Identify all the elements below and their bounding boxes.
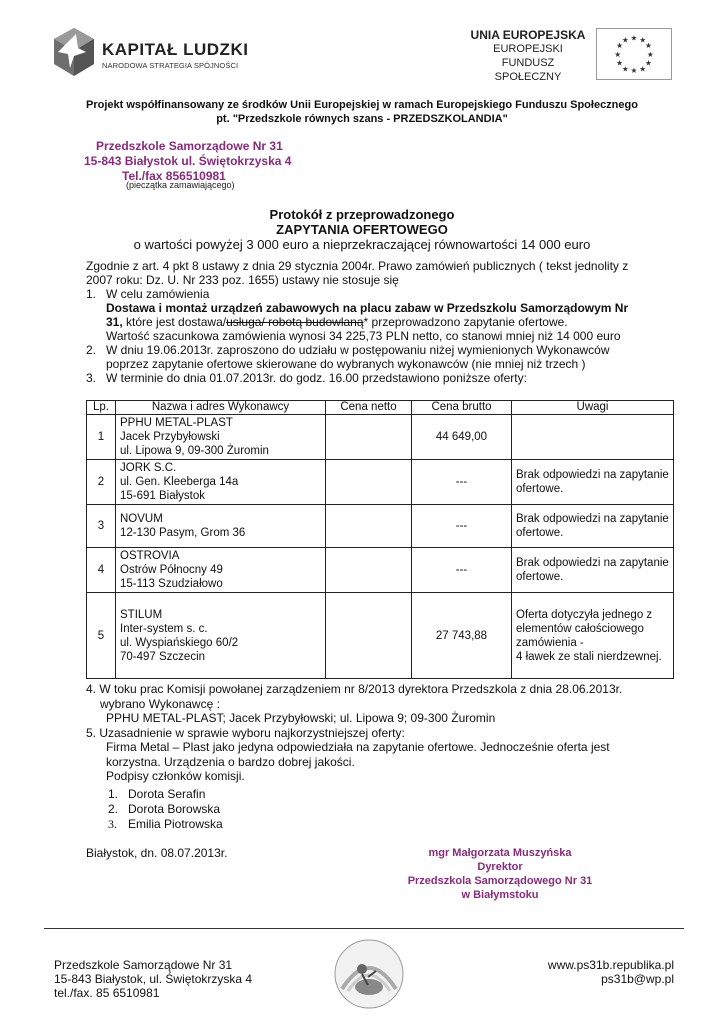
row-net-price [326,460,412,505]
item-3 [86,371,666,385]
project-line-2: pt. "Przedszkole równych szans - PRZEDSZKOLANDIA" [216,113,508,125]
document-title [60,207,664,252]
row-net-price [326,548,412,593]
row-contractor: JORK S.C. ul. Gen. Kleeberga 14a 15-691 Białystok [116,460,326,505]
committee-signers [108,787,223,832]
item-1-text: W celu zamówienia [106,287,210,301]
row-net-price [326,505,412,548]
header-notes: Uwagi [512,401,674,415]
eu-flag-icon [596,28,672,80]
row-gross-price: --- [412,460,512,505]
eu-line-1: UNIA EUROPEJSKA [470,28,586,42]
row-contractor: NOVUM 12-130 Pasym, Grom 36 [116,505,326,548]
row-notes: Brak odpowiedzi na zapytanie ofertowe. [512,505,674,548]
section-4-line-2: wybrano Wykonawcę : [100,696,220,711]
place-and-date: Białystok, dn. 08.07.2013r. [86,846,228,860]
item-1-number: 1. [86,287,97,301]
kapital-ludzki-logo [52,24,249,80]
svg-text:★: ★ [644,41,652,51]
stamp-line-2: 15-843 Białystok ul. Świętokrzyska 4 [84,154,292,168]
item-2 [86,343,666,357]
director-institution: Przedszkola Samorządowego Nr 31 [407,875,593,887]
footer-left-line-2: 15-843 Białystok, ul. Świętokrzyska 4 [54,972,253,986]
section-5-line-1: 5. Uzasadnienie w sprawie wyboru najkorzystniejszej oferty: [86,725,405,740]
row-gross-price: 27 743,88 [412,593,512,679]
item-2-number: 2. [86,343,97,357]
stamp-line-3: Tel./fax 856510981 [122,169,226,183]
row-net-price [326,415,412,460]
item-3-number: 3. [86,371,97,385]
item-2-line-2: poprzez zapytanie ofertowe skierowane do wybranych wykonawców (nie mniej niż trzech ) [106,357,586,371]
item-1-subject-line-2 [86,315,666,329]
kapital-ludzki-cube-icon [52,26,96,78]
row-lp: 1 [87,415,116,460]
eu-logo [468,28,672,83]
header-lp: Lp. [87,401,116,415]
row-lp: 2 [87,460,116,505]
eu-text [468,28,588,84]
row-net-price [326,593,412,679]
project-info [60,98,664,126]
item-2-line-1: W dniu 19.06.2013r. zaproszono do udziału w postępowaniu niżej wymienionych Wykonawców [106,343,610,357]
institution-stamp [84,139,344,184]
row-notes [512,415,674,460]
project-line-1: Projekt współfinansowany ze środków Unii Europejskiej w ramach Europejskiego Funduszu Społecznego [86,99,638,111]
svg-text:★: ★ [630,33,638,43]
svg-text:★: ★ [614,49,622,59]
table-row [87,505,674,548]
item-1-subject-line-1 [86,301,666,315]
table-row [87,548,674,593]
decision-section [86,682,666,784]
signer-name: Dorota Borowska [128,802,221,816]
svg-text:★: ★ [639,64,647,74]
footer-address [54,958,252,1000]
item-1-type-end: * przeprowadzono zapytanie ofertowe. [363,315,568,329]
row-notes: Brak odpowiedzi na zapytanie ofertowe. [512,548,674,593]
section-4-line-1: 4. W toku prac Komisji powołanej zarządzeniem nr 8/2013 dyrektora Przedszkola z dnia 28.06.2013r. [86,682,623,696]
row-lp: 4 [87,548,116,593]
stamp-caption: (pieczątka zamawiającego) [126,180,235,190]
director-city: w Białymstoku [461,889,539,901]
offers-table [86,400,674,679]
table-row [87,415,674,460]
svg-text:★: ★ [616,41,624,51]
director-name: mgr Małgorzata Muszyńska [428,847,572,859]
signer-number: 1. [108,787,119,801]
row-gross-price: --- [412,548,512,593]
table-row [87,593,674,679]
intro-section [86,259,666,385]
footer-email: ps31b@wp.pl [601,972,674,986]
item-1-estimate: Wartość szacunkowa zamówienia wynosi 34 225,73 PLN netto, co stanowi mniej niż 14 000 euro [106,329,621,343]
title-line-3: o wartości powyżej 3 000 euro a nieprzekraczającej równowartości 14 000 euro [133,237,591,252]
footer-left-line-1: Przedszkole Samorządowe Nr 31 [54,958,233,972]
signer-name: Emilia Piotrowska [128,817,223,831]
signer-number: 3. [108,817,117,831]
director-title: Dyrektor [477,861,523,873]
footer-contact [470,958,674,986]
svg-text:★: ★ [621,64,629,74]
title-line-2: ZAPYTANIA OFERTOWEGO [276,222,448,237]
signer-number: 2. [108,802,119,816]
intro-line-1: Zgodnie z art. 4 pkt 8 ustawy z dnia 29 stycznia 2004r. Prawo zamówień publicznych ( tekst jednolity z [86,259,629,273]
title-line-1: Protokół z przeprowadzonego [269,207,455,222]
item-1-struck-text: usługa/ robotą budowlaną [226,315,364,329]
row-gross-price: 44 649,00 [412,415,512,460]
row-lp: 3 [87,505,116,548]
row-contractor: STILUM Inter-system s. c. ul. Wyspiańskiego 60/2 70-497 Szczecin [116,593,326,679]
director-stamp [400,846,600,902]
intro-line-2: 2007 roku: Dz. U. Nr 233 poz. 1655) ustawy nie stosuje się [86,273,399,287]
item-1 [86,287,666,301]
row-notes: Brak odpowiedzi na zapytanie ofertowe. [512,460,674,505]
kapital-ludzki-title: KAPITAŁ LUDZKI [102,40,249,59]
row-lp: 5 [87,593,116,679]
item-1-subject: Dostawa i montaż urządzeń zabawowych na placu zabaw w Przedszkolu Samorządowym Nr [106,301,629,315]
header-net-price: Cena netto [326,401,412,415]
section-5-line-4: Podpisy członków komisji. [106,769,245,783]
eu-line-2: EUROPEJSKI [493,43,563,55]
row-contractor: OSTROVIA Ostrów Północny 49 15-113 Szudziałowo [116,548,326,593]
item-3-text: W terminie do dnia 01.07.2013r. do godz. 16.00 przedstawiono poniższe oferty: [106,371,527,385]
svg-text:★: ★ [644,58,652,68]
section-5-line-2: Firma Metal – Plast jako jedyna odpowiedziała na zapytanie ofertowe. Jednocześnie oferta jest [106,740,610,754]
eu-line-3: FUNDUSZ SPOŁECZNY [494,57,562,83]
footer-website: www.ps31b.republika.pl [547,958,674,972]
table-row [87,460,674,505]
section-5-line-3: korzystna. Urządzenia o bardzo dobrej jakości. [106,754,355,769]
stamp-line-1: Przedszkole Samorządowe Nr 31 [96,139,283,153]
footer-divider [44,928,684,929]
svg-text:★: ★ [630,66,638,76]
row-gross-price: --- [412,505,512,548]
svg-text:★: ★ [621,35,629,45]
table-header-row [87,401,674,415]
row-contractor: PPHU METAL-PLAST Jacek Przybyłowski ul. Lipowa 9, 09-300 Żuromin [116,415,326,460]
item-1-type-text: które jest dostawa/ [122,315,227,329]
list-item [108,817,223,832]
list-item [108,787,223,802]
row-notes: Oferta dotyczyła jednego z elementów całościowego zamówienia - 4 ławek ze stali nierdzewnej. [512,593,674,679]
svg-text:★: ★ [646,49,654,59]
svg-text:★: ★ [616,58,624,68]
signer-name: Dorota Serafin [128,787,206,801]
svg-text:★: ★ [639,35,647,45]
kindergarten-logo-icon [332,937,406,1011]
list-item [108,802,223,817]
section-4-line-3: PPHU METAL-PLAST; Jacek Przybyłowski; ul. Lipowa 9; 09-300 Żuromin [106,711,496,725]
item-1-subject-end: 31, [106,315,123,329]
header-gross-price: Cena brutto [412,401,512,415]
kapital-ludzki-subtitle: NARODOWA STRATEGIA SPÓJNOŚCI [102,61,239,70]
header-name: Nazwa i adres Wykonawcy [116,401,326,415]
footer-left-line-3: tel./fax. 85 6510981 [54,986,160,1000]
